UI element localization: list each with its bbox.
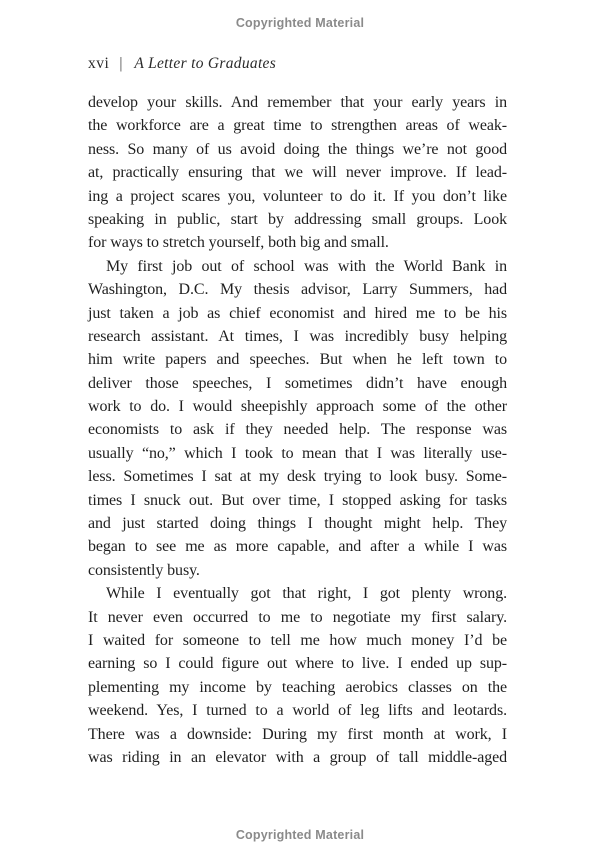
text-line: usually “no,” which I took to mean that I was literally use- (88, 444, 507, 462)
copyright-watermark-bottom: Copyrighted Material (235, 828, 365, 842)
text-line: plementing my income by teaching aerobics classes on the (88, 678, 507, 696)
text-line: at, practically ensuring that we will never improve. If lead- (88, 164, 507, 182)
text-line: the workforce are a great time to strengthen areas of weak- (88, 117, 507, 135)
text-line: was riding in an elevator with a group of tall middle-aged (88, 748, 507, 766)
body-text (88, 91, 507, 769)
text-line: I waited for someone to tell me how much money I’d be (88, 631, 507, 649)
text-line: weekend. Yes, I turned to a world of leg lifts and leotards. (88, 702, 507, 720)
text-line: less. Sometimes I sat at my desk trying to look busy. Some- (88, 468, 507, 486)
text-line: There was a downside: During my first month at work, I (88, 725, 507, 743)
text-line: began to see me as more capable, and after a while I was (88, 538, 507, 556)
running-head (88, 55, 276, 73)
page-number: xvi (88, 55, 110, 72)
text-line: and just started doing things I thought might help. They (88, 515, 507, 533)
text-line: deliver those speeches, I sometimes didn’t have enough (88, 374, 507, 392)
text-line: consistently busy. (88, 561, 200, 579)
text-line: economists to ask if they needed help. The response was (88, 421, 507, 439)
text-line: him write papers and speeches. But when he left town to (88, 351, 507, 369)
text-line: earning so I could figure out where to live. I ended up sup- (88, 655, 507, 673)
text-line: My first job out of school was with the World Bank in (106, 257, 507, 275)
header-separator: | (119, 55, 123, 72)
text-line: times I snuck out. But over time, I stopped asking for tasks (88, 491, 507, 509)
text-line: develop your skills. And remember that your early years in (88, 94, 507, 111)
text-line: Washington, D.C. My thesis advisor, Larry Summers, had (88, 281, 507, 299)
text-line: While I eventually got that right, I got plenty wrong. (106, 585, 507, 603)
text-line: for ways to stretch yourself, both big and small. (88, 234, 389, 252)
text-line: It never even occurred to me to negotiate my first salary. (88, 608, 507, 626)
text-line: research assistant. At times, I was incredibly busy helping (88, 327, 507, 345)
text-line: just taken a job as chief economist and hired me to be his (88, 304, 507, 322)
text-line: work to do. I would sheepishly approach some of the other (88, 398, 507, 416)
text-line: ing a project scares you, volunteer to do it. If you don’t like (88, 187, 507, 205)
paragraph (88, 91, 507, 255)
paragraph (88, 255, 507, 582)
copyright-watermark-top: Copyrighted Material (235, 16, 365, 30)
text-line: speaking in public, start by addressing small groups. Look (88, 210, 507, 228)
chapter-title: A Letter to Graduates (134, 55, 277, 72)
text-line: ness. So many of us avoid doing the things we’re not good (88, 140, 507, 158)
paragraph (88, 582, 507, 769)
